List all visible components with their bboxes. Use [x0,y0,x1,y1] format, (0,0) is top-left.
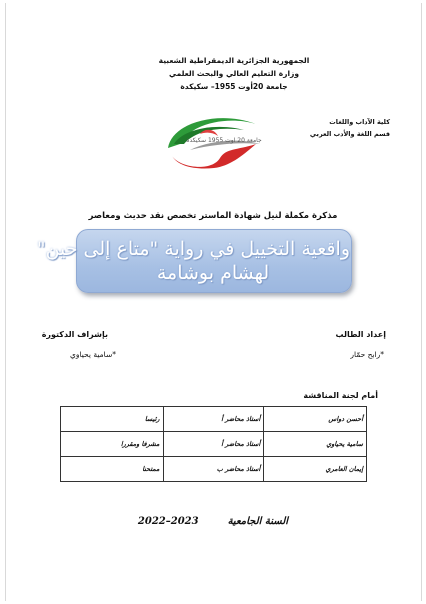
university-logo [160,104,270,174]
academic-year-label: السنة الجامعية [227,516,289,527]
ministry-line: وزارة التعليم العالي والبحث العلمي [168,69,300,78]
student-label: إعداد الطالب [335,330,386,339]
logo-text: جامعة 20 اوت 1955 سكيكدة [186,137,262,144]
table-row [61,457,367,482]
logo-red-swoosh [172,144,256,169]
member-role: ممتحنا [61,457,164,482]
table-row [61,432,367,457]
student-name: *رابح حمّار [350,350,384,359]
supervisor-name: *سامية يحياوي [70,350,116,359]
member-name: إيمان العامري [264,457,367,482]
member-rank: أستاذ محاضر أ [163,432,264,457]
member-name: سامية يحياوي [264,432,367,457]
title-line-1: واقعية التخييل في رواية "متاع إلى حين" [36,238,350,260]
member-rank: أستاذ محاضر أ [163,407,264,432]
member-rank: أستاذ محاضر ب [163,457,264,482]
academic-year-value: 2022–2023 [137,516,199,527]
member-role: مشرفا ومقررا [61,432,164,457]
supervisor-label: بإشراف الدكتورة [41,330,108,339]
page-border [5,3,422,601]
table-row [61,407,367,432]
committee-heading: أمام لجنة المناقشة [303,391,378,400]
committee-table [60,406,367,482]
college-line: كلية الآداب واللغات [329,118,390,126]
republic-line: الجمهورية الجزائرية الديمقراطية الشعبية [158,56,310,65]
thesis-subtitle: مذكرة مكملة لنيل شهادة الماستر تخصص نقد حديث ومعاصر [88,211,338,221]
university-line: جامعة 20أوت 1955– سكيكدة [180,82,288,91]
title-line-2: لهشام بوشامة [156,262,270,284]
member-role: رئيسا [61,407,164,432]
academic-year-line [113,516,313,527]
member-name: أحسن دواس [264,407,367,432]
department-line: قسم اللغة والأدب العربي [309,130,390,138]
